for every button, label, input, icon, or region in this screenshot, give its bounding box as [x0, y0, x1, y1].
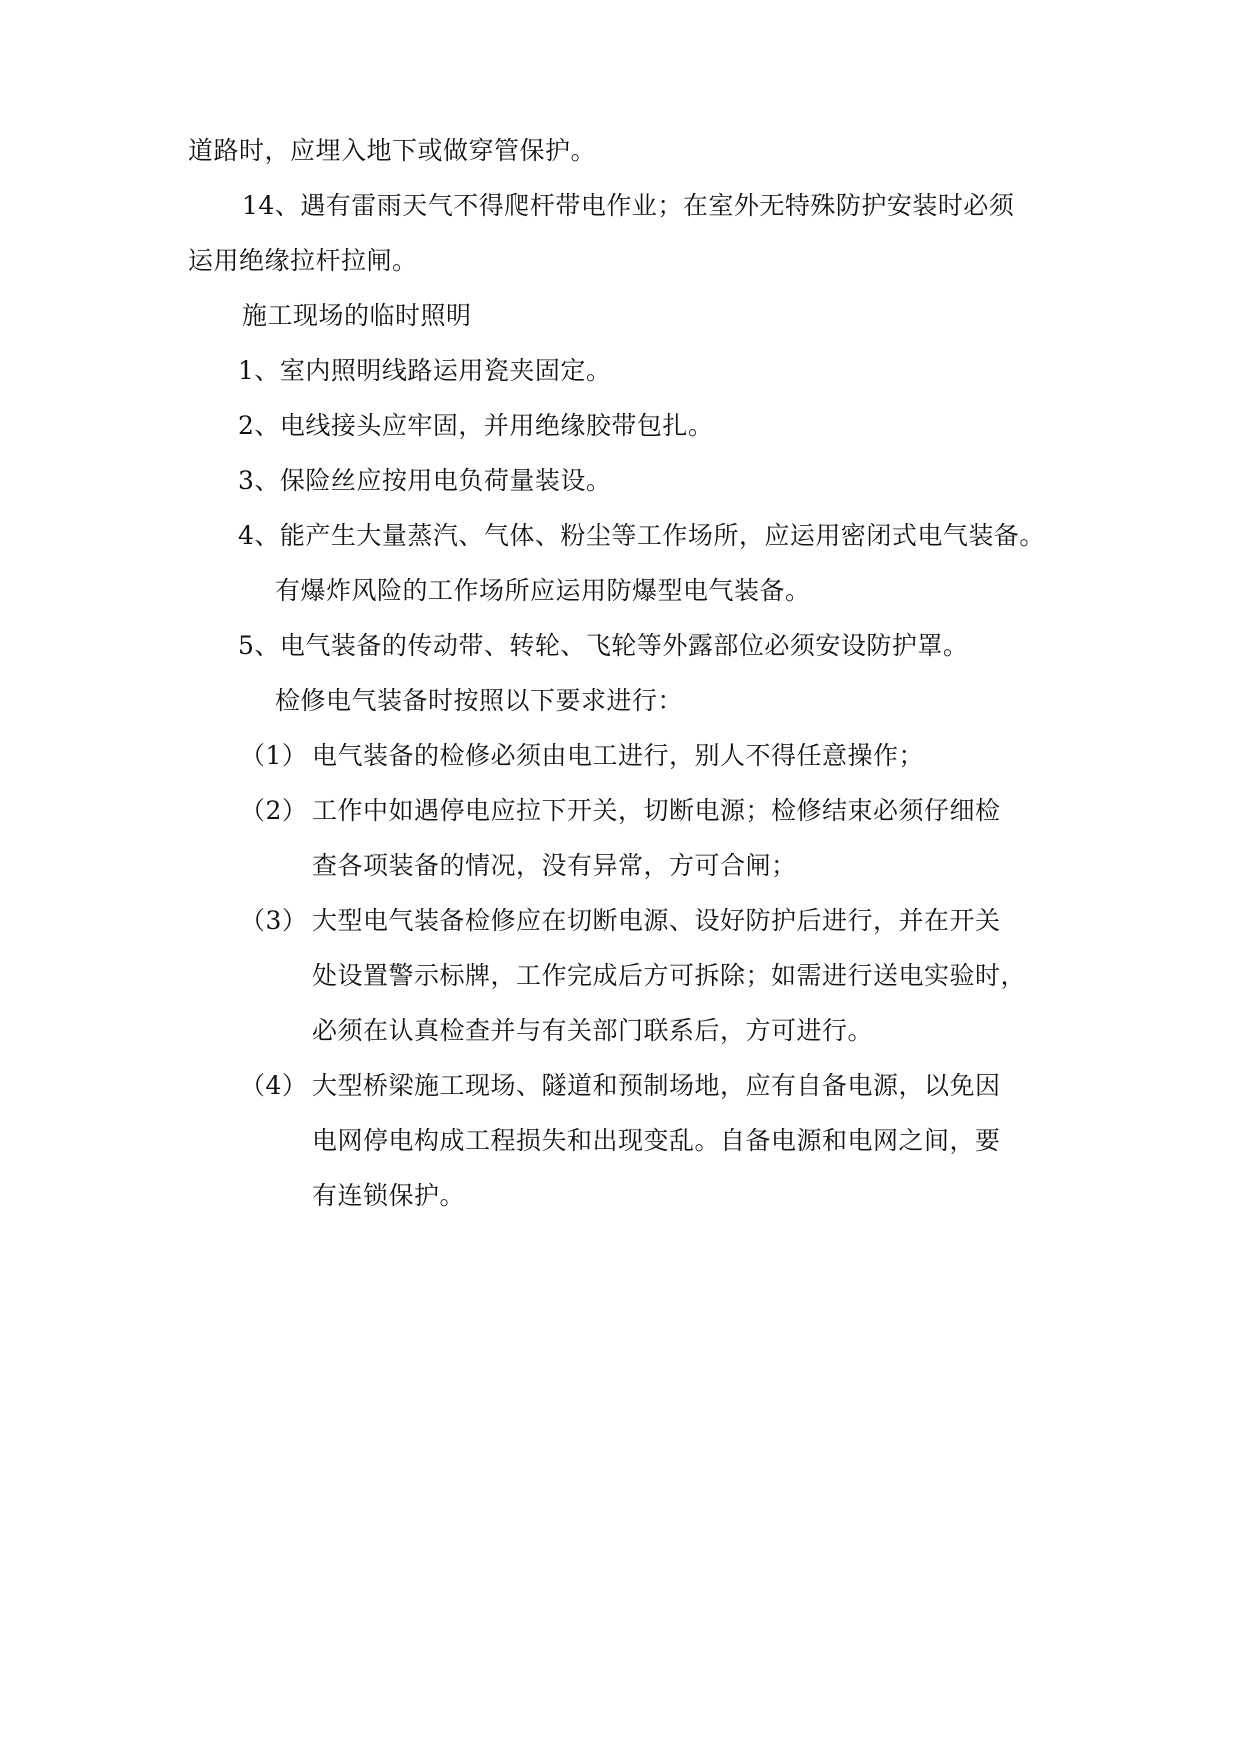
list-marker: （1）	[240, 741, 308, 770]
list-item-continuation: 必须在认真检查并与有关部门联系后，方可进行。	[312, 1016, 874, 1045]
text-line: 运用绝缘拉杆拉闸。	[188, 246, 418, 275]
list-item: 2、电线接头应牢固，并用绝缘胶带包扎。	[238, 411, 714, 440]
list-item: 1、室内照明线路运用瓷夹固定。	[238, 356, 612, 385]
list-item: 工作中如遇停电应拉下开关，切断电源；检修结束必须仔细检	[312, 796, 1001, 825]
list-item-continuation: 电网停电构成工程损失和出现变乱。自备电源和电网之间，要	[312, 1126, 1001, 1155]
subsection-heading: 检修电气装备时按照以下要求进行：	[275, 686, 684, 715]
list-item-continuation: 查各项装备的情况，没有异常，方可合闸；	[312, 851, 797, 880]
list-item: 5、电气装备的传动带、转轮、飞轮等外露部位必须安设防护罩。	[238, 631, 969, 660]
list-item: 电气装备的检修必须由电工进行，别人不得任意操作；	[312, 741, 925, 770]
list-item-continuation: 处设置警示标牌，工作完成后方可拆除；如需进行送电实验时，	[312, 961, 1027, 990]
list-marker: （3）	[240, 906, 308, 935]
list-item-continuation: 有爆炸风险的工作场所应运用防爆型电气装备。	[275, 576, 811, 605]
list-item: 4、能产生大量蒸汽、气体、粉尘等工作场所，应运用密闭式电气装备。	[238, 521, 1045, 550]
list-item: 大型电气装备检修应在切断电源、设好防护后进行，并在开关	[312, 906, 1001, 935]
list-marker: （4）	[240, 1071, 308, 1100]
list-marker: （2）	[240, 796, 308, 825]
list-item: 3、保险丝应按用电负荷量装设。	[238, 466, 612, 495]
text-line: 14、遇有雷雨天气不得爬杆带电作业；在室外无特殊防护安装时必须	[242, 191, 1015, 220]
section-heading: 施工现场的临时照明	[242, 301, 472, 330]
text-line: 道路时，应埋入地下或做穿管保护。	[188, 136, 597, 165]
list-item-continuation: 有连锁保护。	[312, 1181, 466, 1210]
list-item: 大型桥梁施工现场、隧道和预制场地，应有自备电源，以免因	[312, 1071, 1001, 1100]
